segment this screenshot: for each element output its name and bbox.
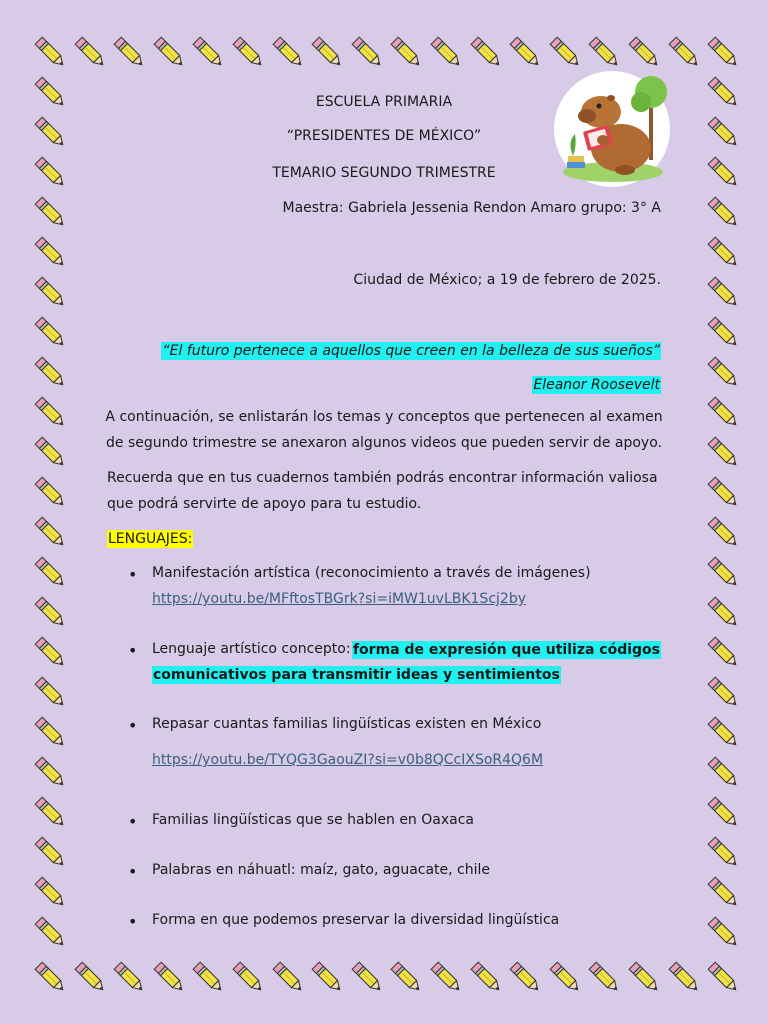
list-item bbox=[0, 812, 768, 836]
concept-line-2 bbox=[152, 667, 561, 683]
list-item-text: Palabras en náhuatl: maíz, gato, aguacate, chile bbox=[152, 862, 491, 878]
bullet-icon: • bbox=[128, 812, 138, 831]
list-item-text: Familias lingüísticas que se hablen en Oaxaca bbox=[152, 812, 474, 828]
list-item-text: Repasar cuantas familias lingüísticas existen en México bbox=[152, 716, 542, 732]
school-label: ESCUELA PRIMARIA bbox=[315, 94, 453, 110]
quote-text bbox=[161, 343, 661, 359]
intro-line-1: A continuación, se enlistarán los temas y conceptos que pertenecen al examen bbox=[105, 409, 663, 425]
concept-highlight-1: forma de expresión que utiliza códigos bbox=[352, 642, 660, 658]
list-item bbox=[0, 862, 768, 886]
reminder-line-2: que podrá servirte de apoyo para tu estudio. bbox=[107, 496, 422, 512]
reminder-line-1: Recuerda que en tus cuadernos también podrás encontrar información valiosa bbox=[107, 470, 658, 486]
list-item bbox=[0, 716, 768, 740]
bullet-icon: • bbox=[128, 912, 138, 931]
list-item bbox=[0, 565, 768, 589]
bullet-icon: • bbox=[128, 641, 138, 660]
quote-author bbox=[532, 377, 661, 393]
intro-line-2: de segundo trimestre se anexaron algunos videos que pueden servir de apoyo. bbox=[106, 435, 662, 451]
list-item-text: Manifestación artística (reconocimiento a través de imágenes) bbox=[152, 565, 591, 581]
video-link[interactable] bbox=[152, 752, 543, 768]
section-title-highlight: LENGUAJES: bbox=[108, 531, 193, 547]
video-link-text[interactable]: https://youtu.be/TYQG3GaouZI?si=v0b8QCcIXSoR4Q6M bbox=[152, 752, 544, 768]
concept-highlight-2: comunicativos para transmitir ideas y sentimientos bbox=[153, 667, 560, 683]
list-item-text: Forma en que podemos preservar la diversidad lingüística bbox=[152, 912, 560, 928]
list-item bbox=[0, 912, 768, 936]
quote-highlight: “El futuro pertenece a aquellos que creen en la belleza de sus sueños” bbox=[162, 343, 660, 359]
school-name: “PRESIDENTES DE MÉXICO” bbox=[286, 128, 482, 144]
document-title: TEMARIO SEGUNDO TRIMESTRE bbox=[272, 165, 496, 181]
author-highlight: Eleanor Roosevelt bbox=[533, 377, 660, 393]
date-line: Ciudad de México; a 19 de febrero de 2025. bbox=[353, 272, 661, 288]
video-link[interactable] bbox=[152, 591, 526, 607]
concept-lead: Lenguaje artístico concepto: bbox=[152, 641, 351, 657]
teacher-line: Maestra: Gabriela Jessenia Rendon Amaro grupo: 3° A bbox=[282, 200, 661, 216]
section-title bbox=[107, 531, 193, 547]
concept-line-1 bbox=[152, 641, 661, 659]
bullet-icon: • bbox=[128, 565, 138, 584]
video-link-text[interactable]: https://youtu.be/MFftosTBGrk?si=iMW1uvLBK1Scj2by bbox=[152, 591, 526, 607]
bullet-icon: • bbox=[128, 716, 138, 735]
bullet-icon: • bbox=[128, 862, 138, 881]
